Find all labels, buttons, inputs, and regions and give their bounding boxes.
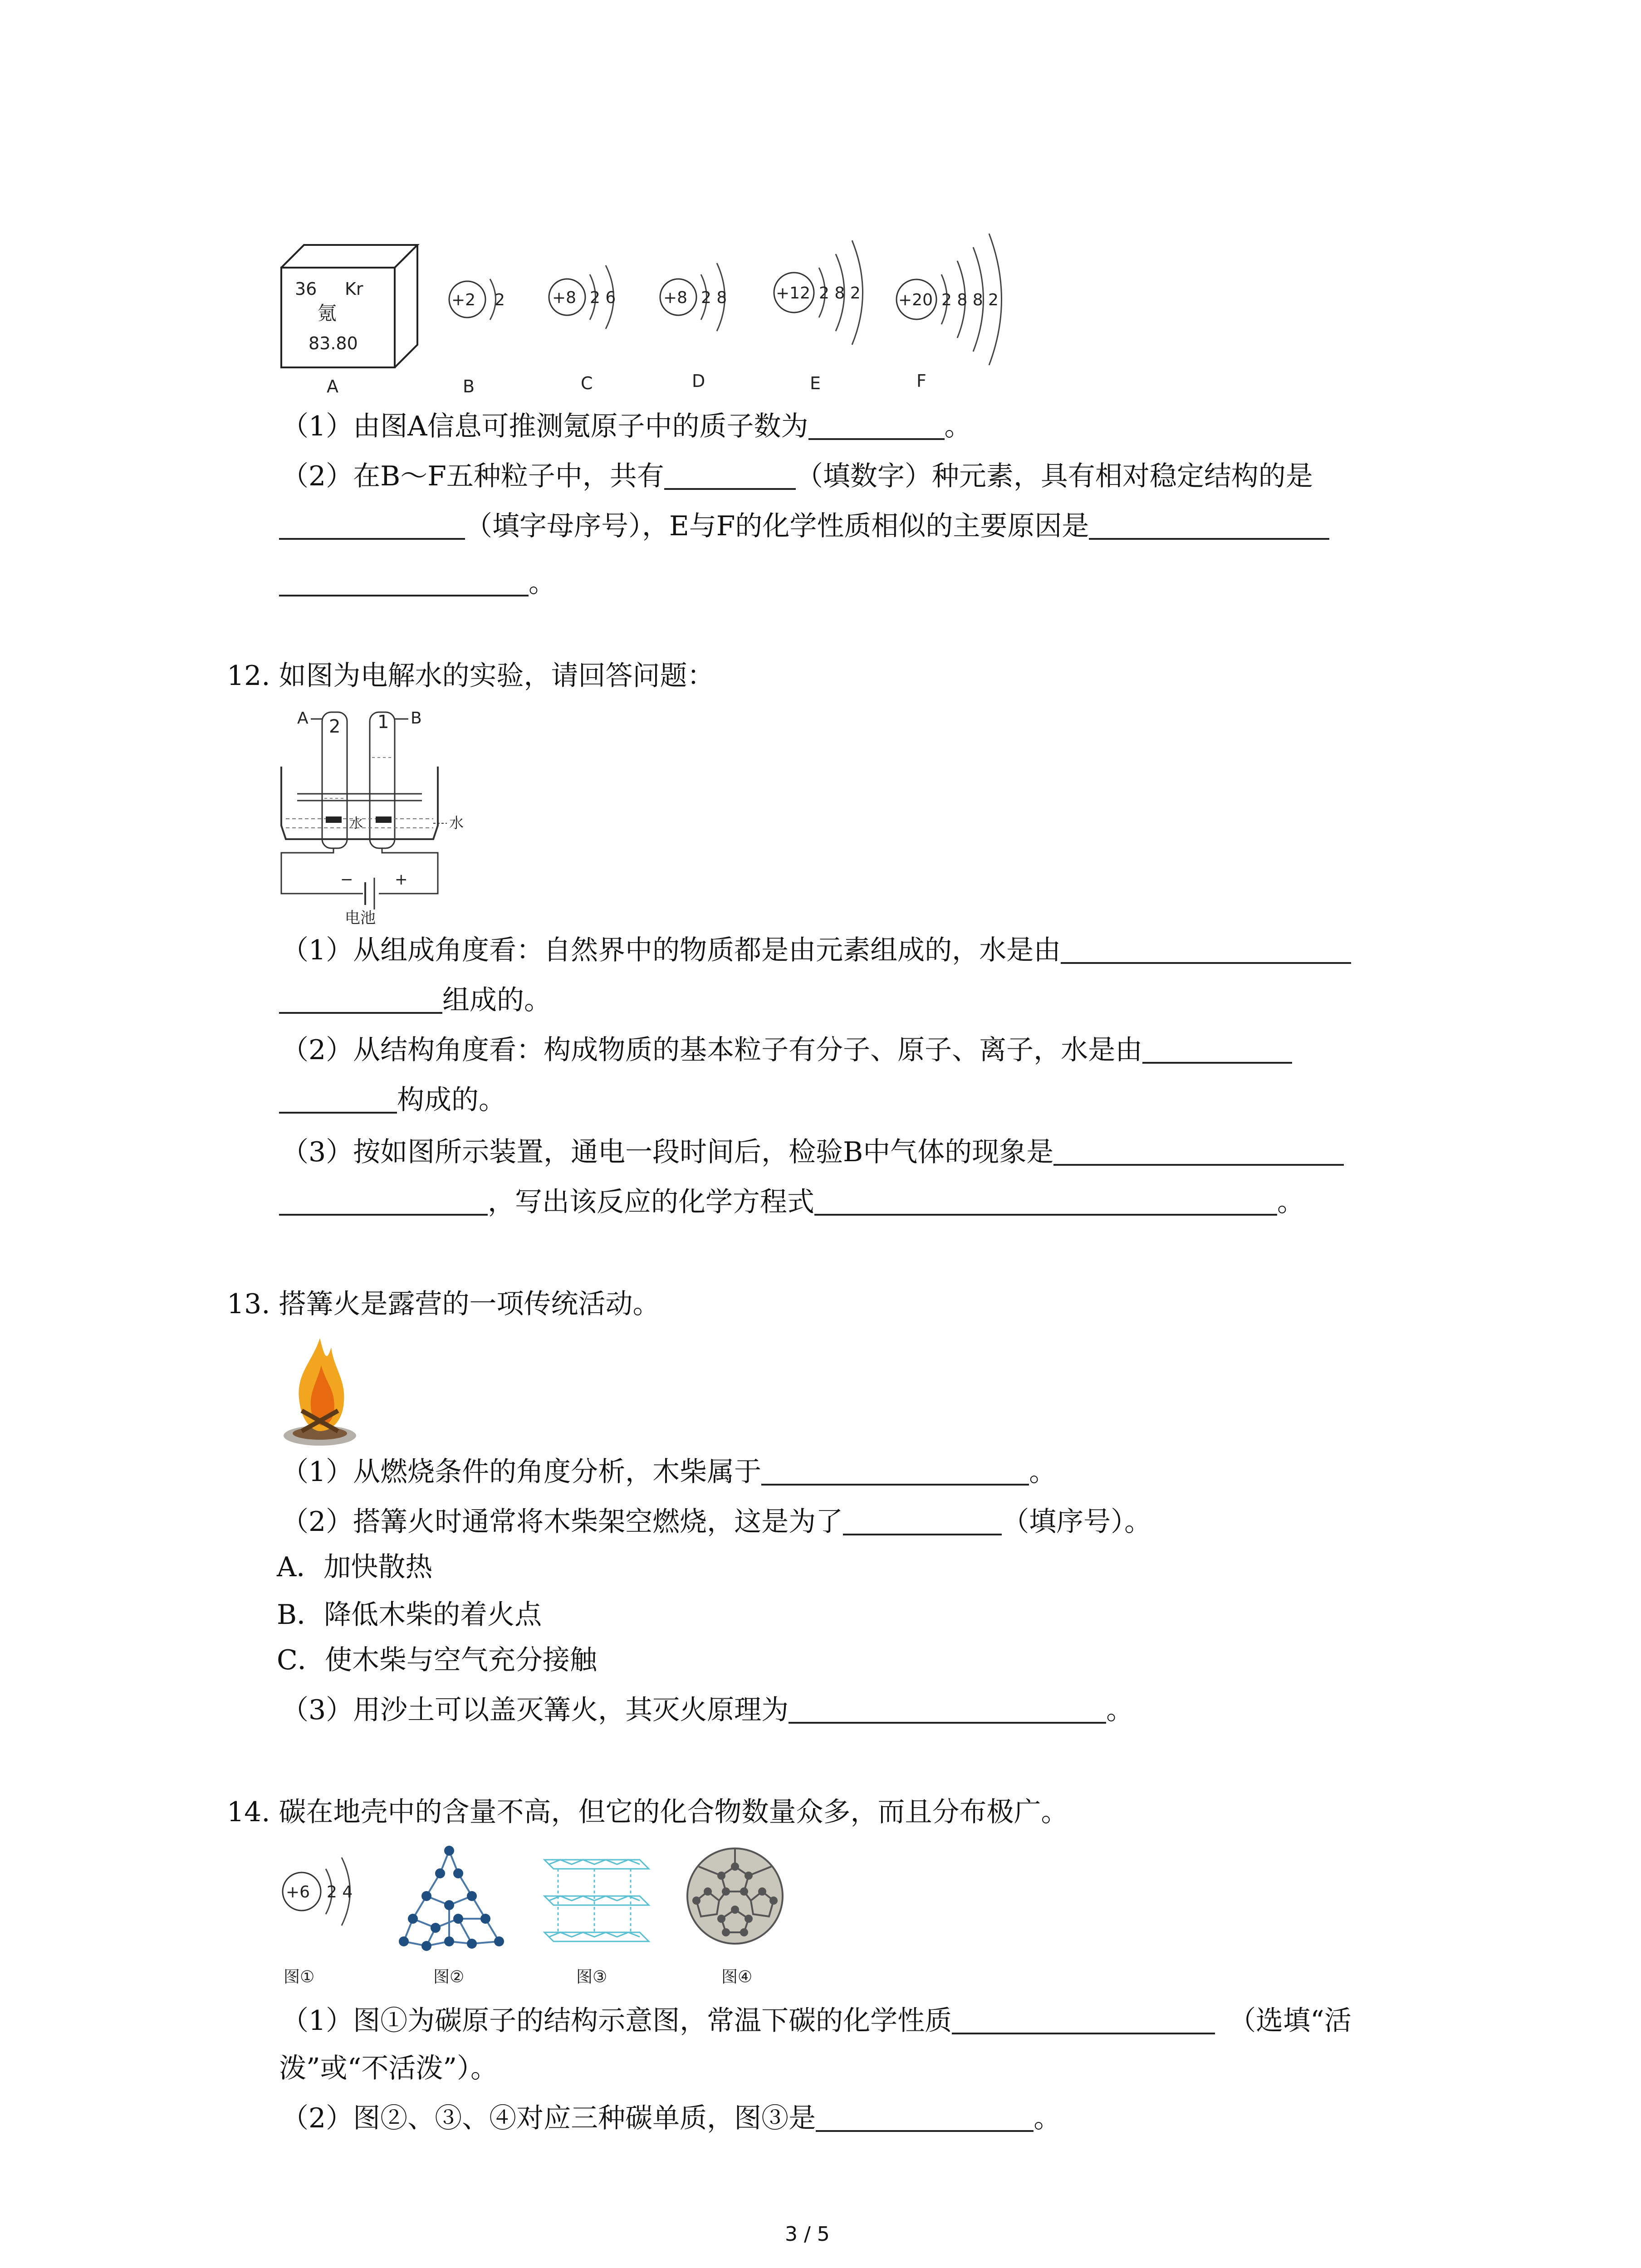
answer-blank[interactable]	[1061, 935, 1351, 964]
answer-blank[interactable]	[279, 1187, 488, 1216]
atom-structure-figure	[277, 218, 1021, 399]
carbon-atom-diagram	[283, 1857, 353, 1926]
particle-b	[449, 279, 505, 320]
label-a: A	[327, 376, 338, 396]
element-name: 氪	[318, 302, 337, 324]
label-tube-a: A	[297, 709, 309, 728]
answer-blank[interactable]	[761, 1457, 1029, 1486]
answer-blank[interactable]	[1142, 1035, 1292, 1064]
label-c: C	[581, 373, 593, 393]
q11-part1: （1）由图A信息可推测氪原子中的质子数为 。	[281, 411, 972, 442]
element-mass: 83.80	[309, 333, 358, 353]
q13-part3: （3）用沙土可以盖灭篝火，其灭火原理为 。	[281, 1694, 1134, 1726]
answer-blank[interactable]	[952, 2005, 1215, 2034]
campfire-image	[281, 1325, 358, 1452]
particle-c	[549, 265, 616, 329]
carbon-nucleus: +6	[286, 1883, 310, 1901]
answer-blank[interactable]	[1089, 511, 1329, 540]
q14-part2: （2）图②、③、④对应三种碳单质，图③是 。	[281, 2102, 1061, 2134]
diamond-atoms	[399, 1846, 504, 1951]
answer-blank[interactable]	[814, 1187, 1277, 1216]
nucleus-d: +8	[663, 288, 688, 307]
q11-part2-end: 。	[279, 565, 556, 601]
q13-option-a: A．加快散热	[277, 1551, 433, 1583]
answer-blank[interactable]	[279, 567, 529, 596]
q13-part1: （1）从燃烧条件的角度分析，木柴属于 。	[281, 1456, 1057, 1488]
fig-label-2: 图②	[433, 1968, 465, 1986]
q13-part2: （2）搭篝火时通常将木柴架空燃烧，这是为了 （填序号）。	[281, 1506, 1152, 1538]
q12-title: 12. 如图为电解水的实验，请回答问题：	[227, 660, 715, 692]
q12-part2: （2）从结构角度看：构成物质的基本粒子有分子、原子、离子，水是由	[281, 1032, 1292, 1068]
answer-blank[interactable]	[664, 461, 796, 490]
shells-f: 2 8 8 2	[941, 291, 999, 309]
minus-sign: −	[340, 870, 353, 889]
q13-title: 13. 搭篝火是露营的一项传统活动。	[227, 1288, 660, 1320]
nucleus-f: +20	[898, 291, 933, 309]
shells-c: 2 6	[590, 288, 616, 307]
nucleus-c: +8	[552, 288, 577, 307]
plus-sign: +	[395, 870, 408, 889]
water-inside-label: 水	[349, 816, 363, 831]
answer-blank[interactable]	[816, 2103, 1034, 2132]
water-side-label: 水	[449, 814, 464, 831]
q13-option-c: C．使木柴与空气充分接触	[277, 1644, 597, 1676]
q12-part1-cont: 组成的。	[279, 982, 551, 1018]
particle-d	[660, 263, 727, 331]
q12-part3-cont: ，写出该反应的化学方程式 。	[279, 1184, 1304, 1220]
diamond-structure	[404, 1851, 499, 1946]
nucleus-b: +2	[451, 291, 476, 309]
fig-label-1: 图①	[284, 1968, 315, 1986]
answer-blank[interactable]	[279, 511, 465, 540]
label-b: B	[463, 376, 475, 396]
battery-label: 电池	[345, 909, 376, 925]
shells-d: 2 8	[701, 288, 727, 307]
answer-blank[interactable]	[789, 1695, 1106, 1724]
c60-structure	[687, 1848, 783, 1944]
q12-part1: （1）从组成角度看：自然界中的物质都是由元素组成的，水是由	[281, 932, 1351, 968]
carbon-figures	[277, 1842, 844, 1991]
q14-title: 14. 碳在地壳中的含量不高，但它的化合物数量众多，而且分布极广。	[227, 1796, 1068, 1828]
carbon-shells: 2 4	[327, 1883, 353, 1901]
answer-blank[interactable]	[808, 411, 945, 440]
label-f: F	[916, 371, 926, 391]
element-symbol: Kr	[345, 279, 363, 299]
q14-part1: （1）图①为碳原子的结构示意图，常温下碳的化学性质 （选填“活	[281, 2005, 1352, 2037]
q13-option-b: B．降低木柴的着火点	[277, 1599, 542, 1631]
label-e: E	[810, 373, 821, 393]
particle-f	[896, 234, 1002, 365]
answer-blank[interactable]	[1053, 1137, 1344, 1166]
label-d: D	[692, 371, 705, 391]
answer-blank[interactable]	[279, 1085, 397, 1114]
graphite-structure	[544, 1860, 649, 1941]
answer-blank[interactable]	[279, 985, 442, 1014]
shells-b: 2	[495, 291, 505, 309]
fig-label-4: 图④	[721, 1968, 753, 1986]
tube-b-number: 1	[377, 712, 389, 733]
shells-e: 2 8 2	[819, 284, 861, 303]
label-tube-b: B	[411, 709, 422, 728]
element-number: 36	[295, 279, 317, 299]
q14-part1-cont: 泼”或“不活泼”）。	[279, 2053, 498, 2084]
nucleus-e: +12	[776, 284, 810, 303]
q12-part2-cont: 构成的。	[279, 1082, 506, 1118]
particle-e	[774, 240, 863, 345]
q11-part2-cont: （填字母序号），E与F的化学性质相似的主要原因是	[279, 508, 1329, 544]
q11-part2: （2）在B～F五种粒子中，共有 （填数字）种元素，具有相对稳定结构的是	[281, 460, 1313, 492]
electrolysis-apparatus	[272, 703, 481, 925]
tube-a-number: 2	[329, 716, 341, 737]
page-number: 3 / 5	[785, 2223, 830, 2246]
answer-blank[interactable]	[843, 1506, 1002, 1535]
fig-label-3: 图③	[576, 1968, 607, 1986]
q12-part3: （3）按如图所示装置，通电一段时间后，检验B中气体的现象是	[281, 1134, 1344, 1170]
